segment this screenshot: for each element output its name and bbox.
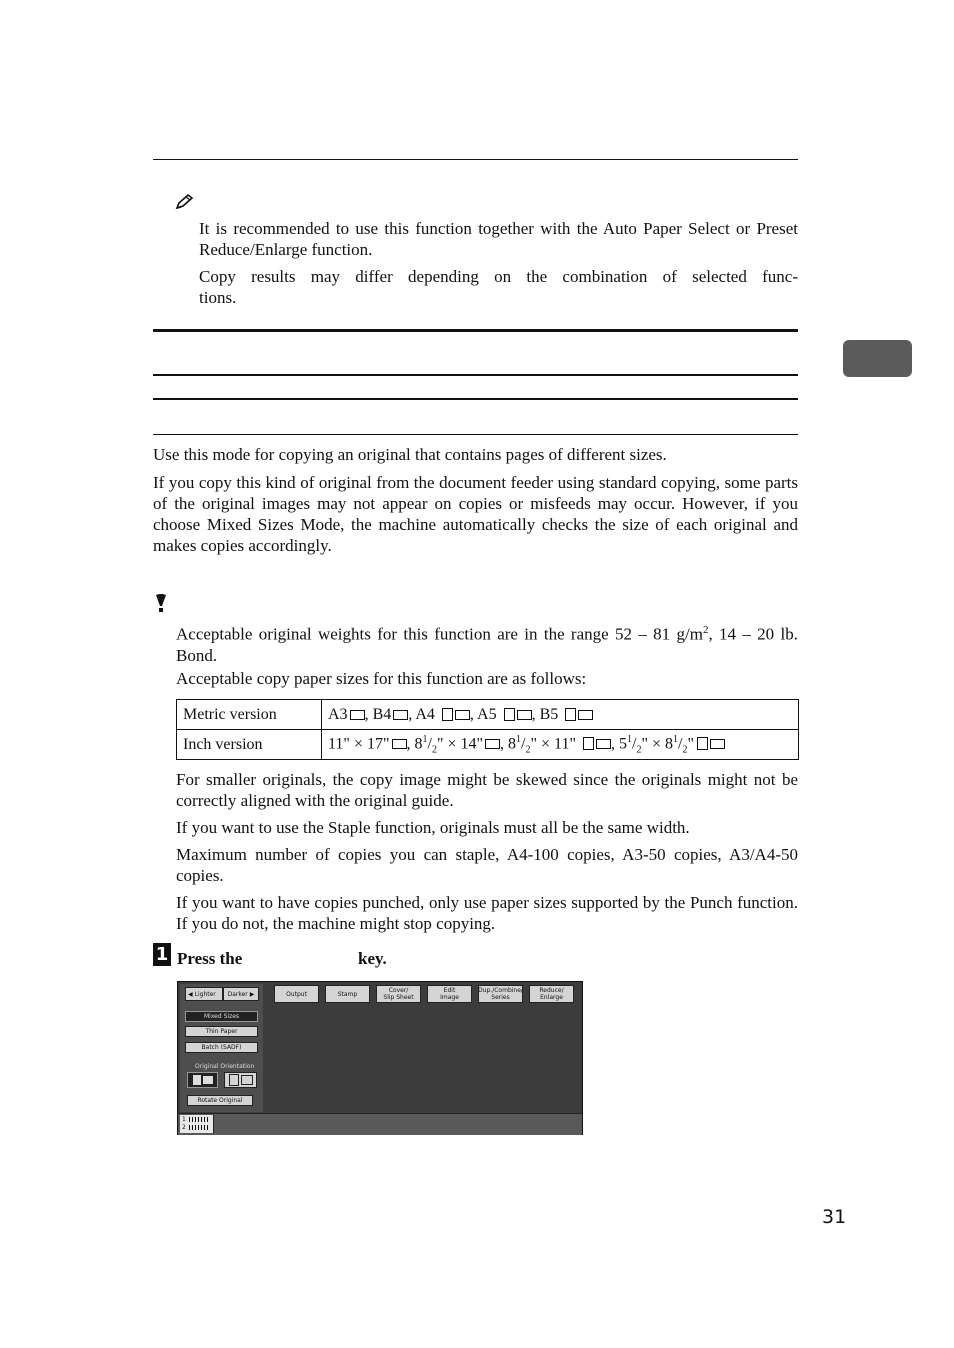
batch-label: Batch (SADF)	[201, 1044, 242, 1051]
landscape-paper-icon	[596, 739, 611, 749]
rotate-original-label: Rotate Original	[197, 1097, 243, 1104]
top-rule	[153, 159, 798, 160]
tab-reduce-enlarge[interactable]	[529, 985, 574, 1003]
tab-cover-label: Cover/ Slip Sheet	[383, 987, 414, 1001]
table-cell-label: Inch version	[177, 730, 322, 760]
tray-1-number: 1	[182, 1116, 186, 1123]
limitation-item: Maximum number of copies you can staple, A4-100 copies, A3-50 copies, A3/A4-50 copies.	[176, 845, 798, 885]
original-orientation-label: Original Orientation	[195, 1063, 255, 1070]
fraction-num: 1	[422, 733, 428, 745]
weights-text-end: , 14 – 20 lb. Bond.	[176, 624, 798, 665]
size-text: " × 8	[641, 735, 674, 753]
orientation-portrait-button[interactable]	[187, 1072, 218, 1088]
mixed-sizes-label: Mixed Sizes	[203, 1013, 240, 1020]
fraction-num: 1	[627, 733, 632, 745]
size-a3: A3	[328, 705, 348, 723]
orientation-rotated-button[interactable]	[224, 1072, 257, 1088]
lighter-label: Lighter	[194, 990, 216, 998]
landscape-paper-icon	[517, 710, 532, 720]
intro-paragraph: If you copy this kind of original from the document feeder using standard copying, some parts of the original images may not appear on copies or misfeeds may occur. However, if you choose Mixed Sizes Mode, the machine automatically checks the size of each original and makes copies accordingly.	[153, 473, 798, 555]
heading-rule-thick	[153, 329, 798, 332]
limitation-item-sizes: Acceptable copy paper sizes for this function are as follows:	[176, 669, 587, 688]
limitation-item-weights	[176, 620, 798, 666]
tab-cover-slip-sheet[interactable]	[376, 985, 421, 1003]
tab-edit-image[interactable]	[427, 985, 472, 1003]
table-cell-inch-sizes: 11" × 17" , $8^1/_2$" × 14" , $8^1/_2$" × 11" , $5^1/_2$" × $8^1/_2$"	[322, 730, 799, 760]
fraction-den: 2	[431, 744, 437, 756]
landscape-paper-icon	[350, 710, 365, 720]
tab-dup-combine-series[interactable]	[478, 985, 523, 1003]
tab-stamp-label: Stamp	[337, 990, 358, 998]
fraction-den: 2	[682, 744, 688, 756]
size-text: , 8	[500, 735, 517, 753]
batch-sadf-button[interactable]	[185, 1042, 258, 1053]
landscape-paper-icon	[485, 739, 500, 749]
chapter-tab	[843, 340, 912, 377]
panel-status-bar	[178, 1113, 582, 1135]
fraction-den: 2	[525, 744, 531, 756]
heading-rule	[153, 398, 798, 400]
limitation-icon	[153, 593, 169, 617]
pencil-note-icon	[175, 193, 195, 215]
size-a5: , A5	[469, 705, 497, 723]
limitation-item: If you want to have copies punched, only use paper sizes supported by the Punch function. If you do not, the machine might stop copying.	[176, 893, 798, 933]
triangle-left-icon: ◀	[188, 990, 193, 998]
landscape-paper-icon	[710, 739, 725, 749]
landscape-rotated-icon	[241, 1075, 253, 1085]
lighter-button[interactable]	[185, 987, 223, 1001]
portrait-paper-icon	[504, 708, 515, 721]
note-item-continued: tions.	[199, 288, 237, 307]
tab-output[interactable]	[274, 985, 319, 1003]
heading-rule	[153, 374, 798, 376]
weights-text: Acceptable original weights for this function are in the range 52 – 81 g/m	[176, 624, 703, 644]
size-text: , 5	[611, 735, 627, 753]
portrait-orientation-icon	[193, 1075, 201, 1085]
portrait-paper-icon	[565, 708, 576, 721]
table-cell-label: Metric version	[177, 700, 322, 730]
note-item: Copy results may differ depending on the combination of selected func-	[199, 267, 798, 286]
tab-reduce-label: Reduce/ Enlarge	[539, 987, 564, 1001]
size-text: , 8	[406, 735, 423, 753]
portrait-paper-icon	[442, 708, 453, 721]
fraction-num: 1	[516, 733, 522, 745]
limitation-item: For smaller originals, the copy image might be skewed since the originals might not be correctly aligned with the original guide.	[176, 770, 798, 810]
thin-paper-button[interactable]	[185, 1026, 258, 1037]
tray-2-number: 2	[182, 1124, 186, 1131]
portrait-rotated-icon	[229, 1074, 239, 1086]
fraction-den: 2	[636, 744, 642, 756]
intro-paragraph: Use this mode for copying an original that contains pages of different sizes.	[153, 445, 667, 464]
size-text: " × 14"	[436, 735, 484, 753]
darker-label: Darker	[227, 990, 248, 998]
tray-1-paper-icon	[189, 1117, 210, 1122]
page-number: 31	[822, 1206, 847, 1228]
table-row	[177, 730, 799, 760]
portrait-paper-icon	[697, 737, 708, 750]
tab-stamp[interactable]	[325, 985, 370, 1003]
note-item: It is recommended to use this function together with the Auto Paper Select or Preset Reduce/Enlarge function.	[199, 219, 798, 259]
step-text-end: key.	[358, 949, 387, 968]
step-number: 1	[153, 943, 171, 966]
landscape-paper-icon	[578, 710, 593, 720]
landscape-paper-icon	[392, 739, 407, 749]
landscape-paper-icon	[455, 710, 470, 720]
paper-tray-indicator	[180, 1115, 214, 1133]
rotate-original-button[interactable]	[187, 1095, 253, 1106]
mixed-sizes-button[interactable]	[185, 1011, 258, 1022]
tray-2-paper-icon	[189, 1125, 210, 1130]
paper-size-table	[176, 699, 799, 760]
table-cell-metric-sizes	[322, 700, 799, 730]
triangle-right-icon: ▶	[249, 990, 255, 998]
tab-dup-label: Dup./Combine/ Series	[478, 987, 523, 1001]
table-row	[177, 700, 799, 730]
tab-edit-label: Edit Image	[440, 987, 459, 1001]
thin-paper-label: Thin Paper	[205, 1028, 238, 1035]
darker-button[interactable]	[223, 987, 259, 1001]
limitation-item: If you want to use the Staple function, originals must all be the same width.	[176, 818, 690, 837]
landscape-orientation-icon	[203, 1076, 213, 1084]
landscape-paper-icon	[393, 710, 408, 720]
size-11x17: 11" × 17"	[328, 735, 390, 753]
size-b5: , B5	[531, 705, 559, 723]
size-text: " × 11"	[530, 735, 576, 753]
size-b4: , B4	[364, 705, 392, 723]
step-text: Press the	[177, 949, 243, 968]
fraction-num: 1	[673, 733, 679, 745]
portrait-paper-icon	[583, 737, 594, 750]
copier-control-panel	[177, 981, 583, 1135]
tab-output-label: Output	[286, 990, 307, 998]
weights-superscript: 2	[702, 624, 709, 636]
size-text: "	[687, 735, 694, 753]
size-a4: , A4	[408, 705, 435, 723]
subheading-rule	[153, 434, 798, 435]
